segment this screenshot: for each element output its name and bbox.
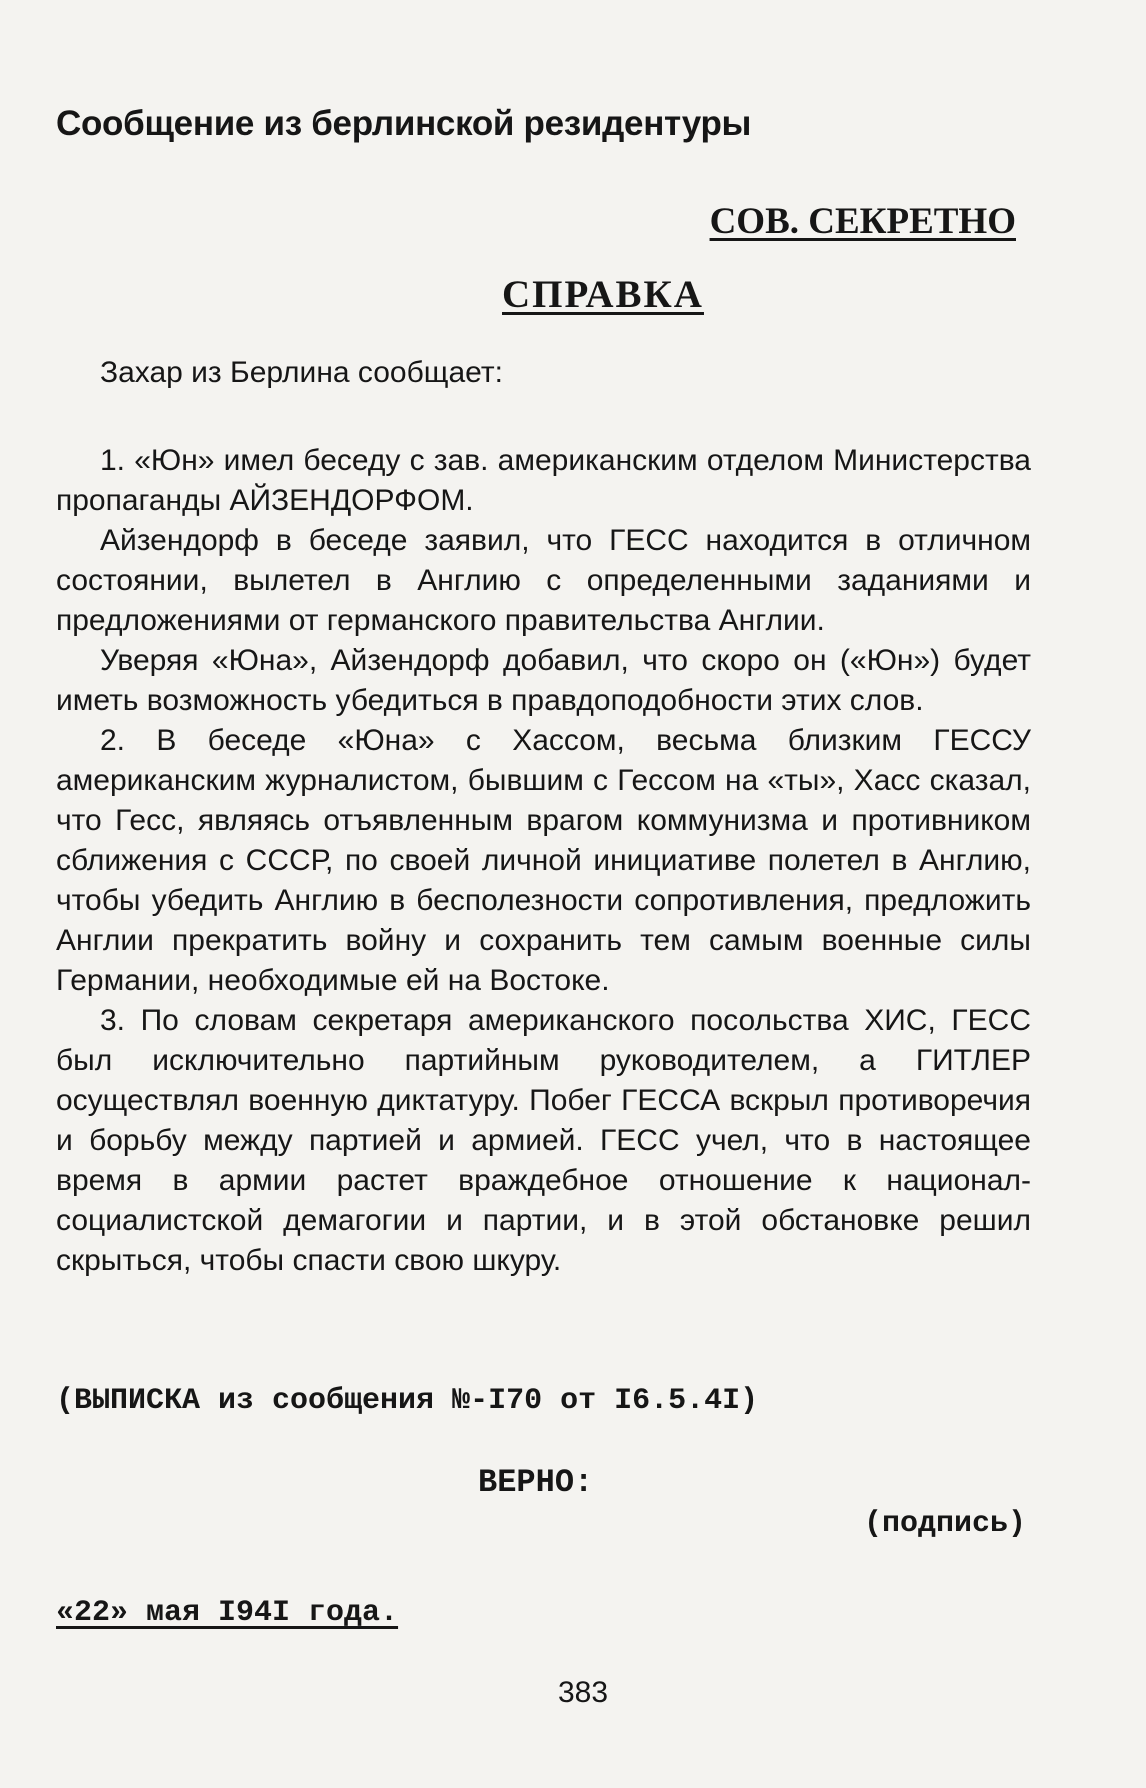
- paragraph-4: 2. В беседе «Юна» с Хассом, весьма близким ГЕССУ американским журналистом, бывшим с Гессом на «ты», Хасс сказал, что Гесс, являясь отъявленным врагом коммунизма и противником сближения с СССР, по своей личной инициативе полетел в Англию, чтобы убедить Англию в бесполезности сопротивления, предложить Англии прекратить войну и сохранить тем самым военные силы Германии, необходимые ей на Востоке.: [56, 724, 1031, 997]
- excerpt-note: (ВЫПИСКА из сообщения №-I70 от I6.5.4I): [56, 1384, 759, 1418]
- paragraph-3: Уверяя «Юна», Айзендорф добавил, что скоро он («Юн») будет иметь возможность убедиться в правдоподобности этих слов.: [56, 644, 1031, 717]
- signature: (подпись): [863, 1507, 1026, 1541]
- body-text: [56, 441, 1031, 1281]
- document-date: «22» мая I94I года.: [56, 1596, 399, 1630]
- classification-stamp: СОВ. СЕКРЕТНО: [709, 201, 1016, 242]
- paragraph-2: Айзендорф в беседе заявил, что ГЕСС находится в отличном состоянии, вылетел в Англию с определенными заданиями и предложениями от германского правительства Англии.: [56, 524, 1031, 637]
- intro-line: Захар из Берлина сообщает:: [100, 356, 503, 389]
- paragraph-1: 1. «Юн» имел беседу с зав. американским отделом Министерства пропаганды АЙЗЕНДОРФОМ.: [56, 444, 1031, 517]
- paragraph-5: 3. По словам секретаря американского посольства ХИС, ГЕСС был исключительно партийным руководителем, а ГИТЛЕР осуществлял военную диктатуру. Побег ГЕССА вскрыл противоречия и борьбу между партией и армией. ГЕСС учел, что в настоящее время в армии растет враждебное отношение к национал-социалистской демагогии и партии, и в этой обстановке решил скрыться, чтобы спасти свою шкуру.: [56, 1004, 1031, 1277]
- section-title: Сообщение из берлинской резидентуры: [56, 104, 752, 143]
- verified-label: ВЕРНО:: [478, 1464, 594, 1501]
- page-number: 383: [557, 1676, 609, 1709]
- document-title: СПРАВКА: [502, 273, 704, 316]
